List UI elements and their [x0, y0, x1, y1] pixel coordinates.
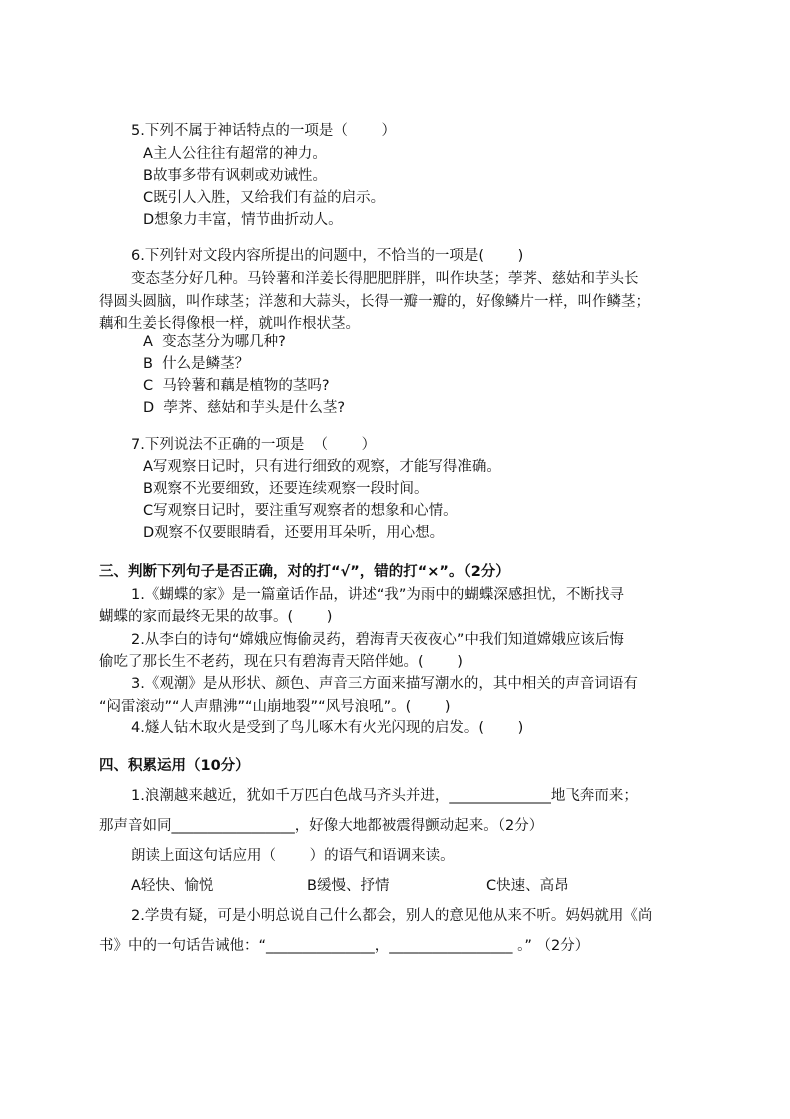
section-3-title: 三、判断下列句子是否正确，对的打“√”，错的打“×”。（2分）	[99, 564, 510, 580]
s3-item-4: 4.燧人钻木取火是受到了鸟儿啄木有火光闪现的启发。( )	[131, 720, 524, 736]
q5-option-a: A主人公往往有超常的神力。	[143, 146, 327, 162]
q6-option-c: C 马铃薯和藕是植物的茎吗?	[143, 378, 330, 394]
s4-q2-line-1: 2.学贵有疑，可是小明总说自己什么都会，别人的意见他从来不听。妈妈就用《尚	[131, 908, 653, 924]
s4-q1-line-1: 1.浪潮越来越近，犹如千万匹白色战马齐头并进，______________地飞奔而来；	[131, 788, 638, 804]
s4-q2-line-2: 书》中的一句话告诫他：“_______________，_________________ 。” （2分）	[99, 938, 590, 954]
s4-q1-option-a: A轻快、愉悦	[131, 878, 214, 894]
q7-option-c: C写观察日记时，要注重写观察者的想象和心情。	[143, 503, 458, 519]
q7-option-a: A写观察日记时，只有进行细致的观察，才能写得准确。	[143, 459, 501, 475]
section-4-title: 四、积累运用（10分）	[99, 758, 250, 774]
s3-item-1-line-1: 1.《蝴蝶的家》是一篇童话作品，讲述“我”为雨中的蝴蝶深感担忧，不断找寻	[131, 587, 624, 603]
q5-stem: 5.下列不属于神话特点的一项是（ ）	[131, 123, 396, 139]
s3-item-2-line-1: 2.从李白的诗句“嫦娥应悔偷灵药，碧海青天夜夜心”中我们知道嫦娥应该后悔	[131, 632, 624, 648]
s4-q1-option-c: C快速、高昂	[486, 878, 569, 894]
s4-q1-option-b: B缓慢、抒情	[307, 878, 390, 894]
q5-option-b: B故事多带有讽刺或劝诫性。	[143, 168, 327, 184]
s3-item-2-line-2: 偷吃了那长生不老药，现在只有碧海青天陪伴她。( )	[99, 654, 463, 670]
s3-item-3-line-2: “闷雷滚动”“人声鼎沸”“山崩地裂”“风号浪吼”。( )	[99, 699, 451, 715]
q6-passage-line-1: 变态茎分好几种。马铃薯和洋姜长得肥肥胖胖，叫作块茎；荸荠、慈姑和芋头长	[131, 271, 639, 287]
q7-option-d: D观察不仅要眼睛看，还要用耳朵听，用心想。	[143, 525, 445, 541]
q6-option-d: D 荸荠、慈姑和芋头是什么茎?	[143, 400, 346, 416]
s3-item-3-line-1: 3.《观潮》是从形状、颜色、声音三方面来描写潮水的，其中相关的声音词语有	[131, 676, 638, 692]
s3-item-1-line-2: 蝴蝶的家而最终无果的故事。( )	[99, 609, 333, 625]
s4-q1-line-2: 那声音如同_________________，好像大地都被震得颤动起来。（2分）	[99, 818, 544, 834]
q7-option-b: B观察不光要细致，还要连续观察一段时间。	[143, 481, 429, 497]
q5-option-c: C既引人入胜，又给我们有益的启示。	[143, 190, 386, 206]
s4-q1-prompt: 朗读上面这句话应用（ ）的语气和语调来读。	[131, 848, 455, 864]
q7-stem: 7.下列说法不正确的一项是 （ ）	[131, 437, 377, 453]
q6-option-a: A 变态茎分为哪几种?	[143, 334, 286, 350]
q6-option-b: B 什么是鳞茎？	[143, 356, 250, 372]
q6-passage-line-2: 得圆头圆脑，叫作球茎；洋葱和大蒜头，长得一瓣一瓣的，好像鳞片一样，叫作鳞茎；	[99, 294, 650, 310]
q5-option-d: D想象力丰富，情节曲折动人。	[143, 212, 343, 228]
q6-passage-line-3: 藕和生姜长得像根一样，就叫作根状茎。	[99, 316, 360, 332]
q6-stem: 6.下列针对文段内容所提出的问题中，不恰当的一项是( )	[131, 248, 524, 264]
